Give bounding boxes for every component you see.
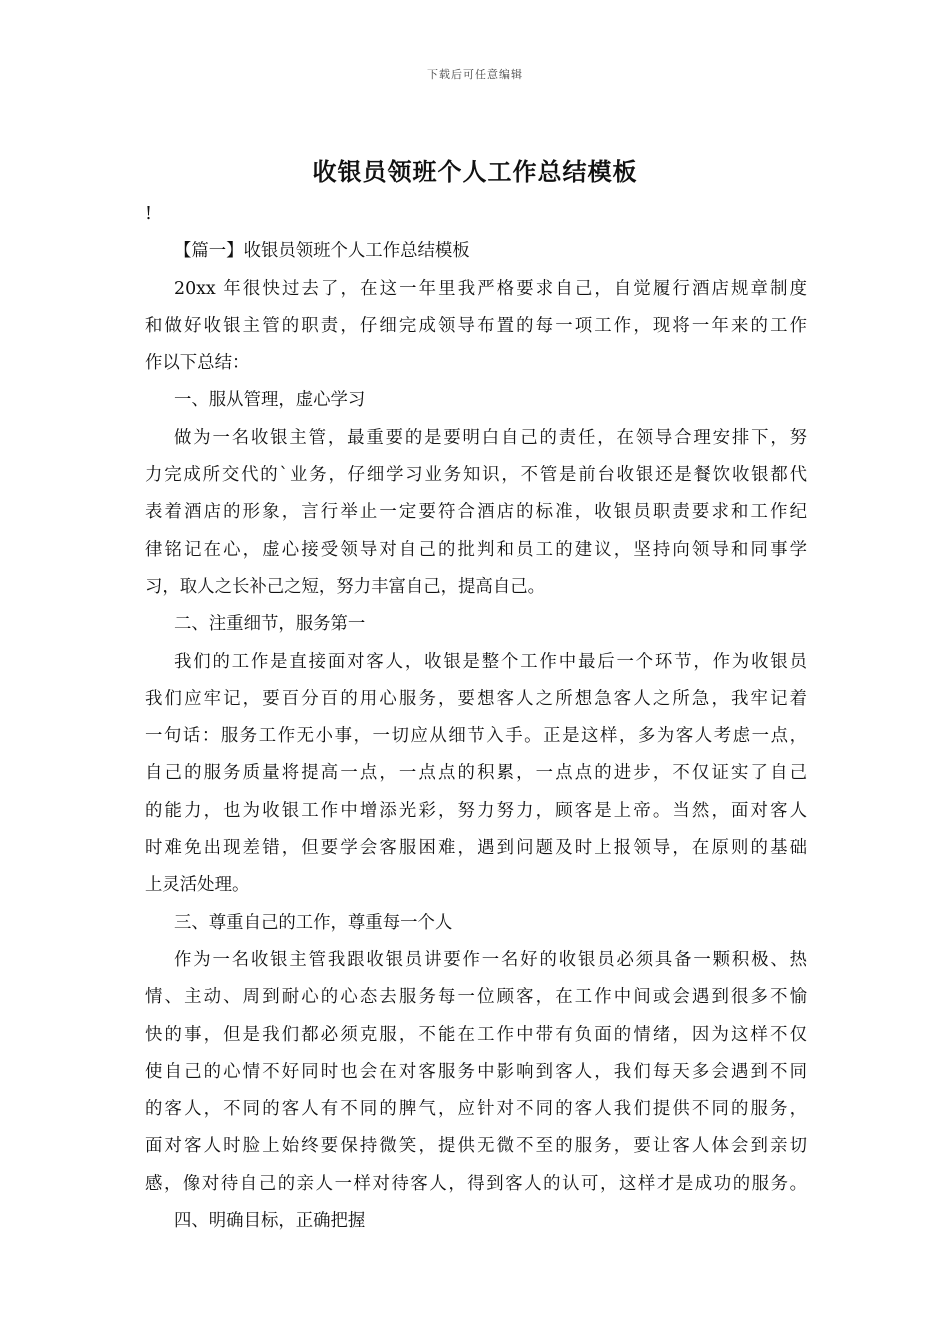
body-line: 力完成所交代的`业务，仔细学习业务知识，不管是前台收银还是餐饮收银都代 <box>145 465 807 486</box>
body-line: 习，取人之长补己之短，努力丰富自己，提高自己。 <box>145 576 545 597</box>
body-line: 情、主动、周到耐心的心态去服务每一位顾客，在工作中间或会遇到很多不愉 <box>145 987 807 1008</box>
body-line: 的能力，也为收银工作中增添光彩，努力努力，顾客是上帝。当然，面对客人 <box>145 800 807 821</box>
body-line: 上灵活处理。 <box>145 875 250 896</box>
body-line: 一、服从管理，虚心学习 <box>174 390 366 411</box>
body-line: 感，像对待自己的亲人一样对待客人，得到客人的认可，这样才是成功的服务。 <box>145 1173 807 1194</box>
body-line: 作以下总结： <box>145 353 250 374</box>
page-header-note: 下载后可任意编辑 <box>427 68 523 81</box>
document-title: 收银员领班个人工作总结模板 <box>312 157 638 186</box>
body-line: 的客人，不同的客人有不同的脾气，应针对不同的客人我们提供不同的服务， <box>145 1099 807 1120</box>
body-line: 快的事，但是我们都必须克服，不能在工作中带有负面的情绪，因为这样不仅 <box>145 1024 807 1045</box>
body-line: 二、注重细节，服务第一 <box>174 614 366 635</box>
body-line: 【篇一】收银员领班个人工作总结模板 <box>174 241 470 262</box>
body-line: 和做好收银主管的职责，仔细完成领导布置的每一项工作，现将一年来的工作 <box>145 315 807 336</box>
body-line: 四、明确目标，正确把握 <box>174 1211 366 1232</box>
body-line: 一句话：服务工作无小事，一切应从细节入手。正是这样，多为客人考虑一点， <box>145 726 807 747</box>
body-line: 面对客人时脸上始终要保持微笑，提供无微不至的服务，要让客人体会到亲切 <box>145 1136 807 1157</box>
body-line: 作为一名收银主管我跟收银员讲要作一名好的收银员必须具备一颗积极、热 <box>174 949 807 970</box>
body-line: 我们的工作是直接面对客人，收银是整个工作中最后一个环节，作为收银员 <box>174 651 807 672</box>
body-line: 20xx 年很快过去了，在这一年里我严格要求自己，自觉履行酒店规章制度 <box>174 278 807 299</box>
body-line: 使自己的心情不好同时也会在对客服务中影响到客人，我们每天多会遇到不同 <box>145 1061 807 1082</box>
body-line: 我们应牢记，要百分百的用心服务，要想客人之所想急客人之所急，我牢记着 <box>145 688 807 709</box>
body-line: 自己的服务质量将提高一点，一点点的积累，一点点的进步，不仅证实了自己 <box>145 763 807 784</box>
body-line: 三、尊重自己的工作，尊重每一个人 <box>174 912 453 933</box>
body-line: 表着酒店的形象，言行举止一定要符合酒店的标准，收银员职责要求和工作纪 <box>145 502 807 523</box>
body-line: ! <box>145 204 152 224</box>
body-line: 律铭记在心，虚心接受领导对自己的批判和员工的建议，坚持向领导和同事学 <box>145 539 807 560</box>
document-body <box>145 196 807 1240</box>
body-line: 做为一名收银主管，最重要的是要明白自己的责任，在领导合理安排下，努 <box>174 427 807 448</box>
body-line: 时难免出现差错，但要学会客服困难，遇到问题及时上报领导，在原则的基础 <box>145 838 807 859</box>
